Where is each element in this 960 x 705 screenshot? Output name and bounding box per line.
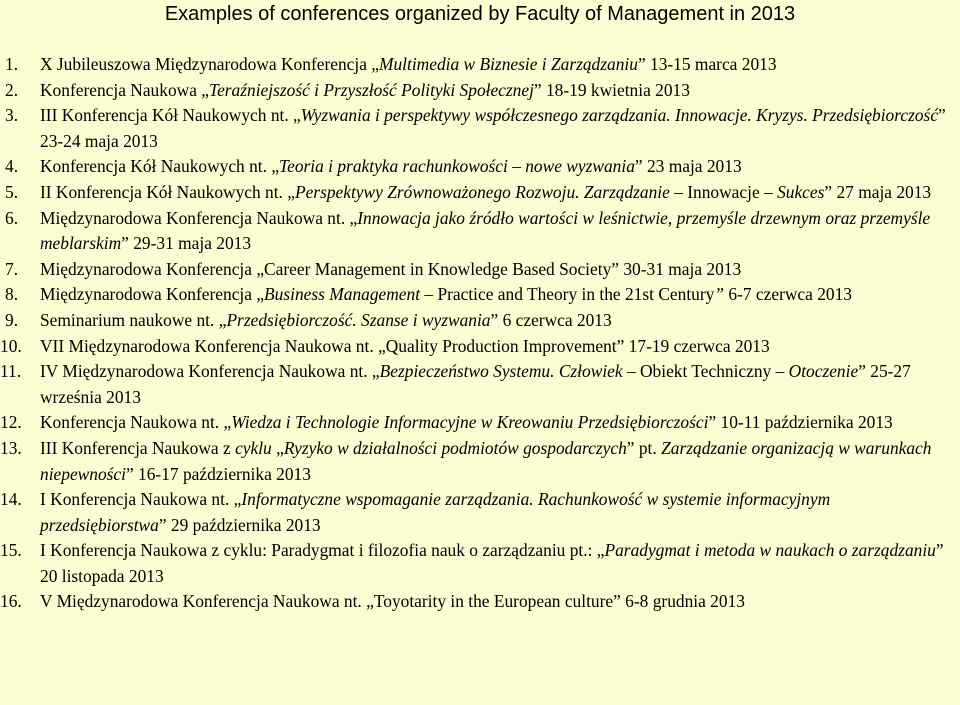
item-number: 5. [5, 181, 19, 202]
list-item [0, 487, 960, 538]
item-text-italic: ” [714, 284, 725, 305]
item-text: ” pt. [626, 437, 662, 458]
list-item [0, 206, 960, 257]
item-text: III Konferencja Kół Naukowych nt. „ [40, 105, 301, 126]
item-number: 9. [5, 309, 19, 330]
slide-title: Examples of conferences organized by Faculty of Management in 2013 [164, 3, 796, 25]
item-text-italic: Perspektywy Zrównoważonego Rozwoju. Zarządzanie [294, 181, 670, 202]
item-number: 15. [0, 540, 22, 561]
item-text: ” 10-11 października 2013 [708, 412, 893, 433]
item-text: ” 29-31 maja 2013 [121, 233, 252, 254]
item-text-italic: Business Management [264, 284, 421, 305]
item-text: Konferencja Naukowa nt. „ [40, 412, 232, 433]
list-item [0, 103, 960, 154]
item-text: Konferencja Kół Naukowych nt. „ [40, 156, 280, 177]
item-text: IV Międzynarodowa Konferencja Naukowa nt. „ [40, 361, 380, 382]
item-number: 11. [0, 361, 22, 382]
item-text: „ [271, 437, 284, 458]
item-text: VII Międzynarodowa Konferencja Naukowa nt. „Quality Production Improvement” 17-19 czerwca 2013 [40, 335, 770, 356]
item-number: 12. [0, 412, 22, 433]
item-text: Międzynarodowa Konferencja „Career Management in Knowledge Based Society” 30-31 maja 2013 [40, 258, 742, 279]
item-text-italic: Przedsiębiorczość. Szanse i wyzwania [226, 309, 491, 330]
item-text: I Konferencja Naukowa nt. „ [40, 489, 242, 510]
list-item [0, 308, 960, 334]
item-number: 2. [5, 79, 19, 100]
list-item [0, 52, 960, 78]
item-number: 14. [0, 489, 22, 510]
item-number: 3. [5, 105, 19, 126]
item-text-italic: cyklu [235, 437, 272, 458]
item-text: ” 18-19 kwietnia 2013 [533, 79, 690, 100]
item-text: II Konferencja Kół Naukowych nt. „ [40, 181, 295, 202]
item-text-italic: Ryzyko w działalności podmiotów gospodarczych [283, 437, 627, 458]
item-text-italic: Teoria i praktyka rachunkowości – nowe wyzwania [279, 156, 635, 177]
item-text: ” 27 maja 2013 [824, 181, 932, 202]
item-text: ” 13-15 marca 2013 [637, 54, 777, 74]
list-item [0, 180, 960, 206]
item-text: III Konferencja Naukowa z [40, 437, 236, 458]
item-text: – Practice and Theory in the 21st Century [420, 284, 715, 305]
item-text-italic: Innowacja jako źródło wartości w leśnictwie, przemyśle drzewnym oraz przemyśle meblarskim [40, 207, 931, 254]
item-text-italic: Zarządzanie organizacją w warunkach niepewności [40, 437, 932, 484]
list-item [0, 589, 960, 615]
item-text: – Innowacje – [669, 181, 778, 202]
item-text: Międzynarodowa Konferencja Naukowa nt. „ [40, 207, 358, 228]
item-text: V Międzynarodowa Konferencja Naukowa nt. „Toyotarity in the European culture” 6-8 grudnia 2013 [40, 591, 745, 612]
item-text: ” 20 listopada 2013 [40, 540, 944, 586]
item-text: ” 23-24 maja 2013 [40, 105, 946, 151]
list-item [0, 410, 960, 436]
item-text-italic: Multimedia w Biznesie i Zarządzaniu [379, 54, 638, 74]
item-number: 13. [0, 437, 22, 458]
list-item [0, 257, 960, 283]
item-number: 7. [5, 258, 19, 279]
conference-list [0, 52, 960, 615]
item-number: 16. [0, 591, 22, 612]
item-text: ” 25-27 września 2013 [40, 361, 911, 407]
item-text: X Jubileuszowa Międzynarodowa Konferencja „ [40, 54, 379, 74]
item-text-italic: Paradygmat i metoda w naukach o zarządzaniu [604, 540, 936, 561]
item-text: ” 23 maja 2013 [634, 156, 742, 177]
item-text: Konferencja Naukowa „ [40, 79, 209, 100]
item-text-italic: Informatyczne wspomaganie zarządzania. Rachunkowość w systemie informacyjnym przedsiębiorstwa [40, 489, 831, 535]
item-text-italic: Sukces [777, 181, 825, 202]
item-text-italic: Wyzwania i perspektywy współczesnego zarządzania. Innowacje. Kryzys. Przedsiębiorczość [300, 105, 939, 126]
item-text-italic: Bezpieczeństwo Systemu. Człowiek [379, 361, 623, 382]
item-text-italic: Wiedza i Technologie Informacyjne w Kreowaniu Przedsiębiorczości [231, 412, 709, 433]
item-number: 6. [5, 207, 19, 228]
list-item [0, 78, 960, 104]
item-number: 1. [5, 54, 19, 74]
item-text: ” 16-17 października 2013 [125, 463, 311, 484]
list-item [0, 334, 960, 360]
item-text: I Konferencja Naukowa z cyklu: Paradygmat i filozofia nauk o zarządzaniu pt.: „ [40, 540, 605, 561]
item-number: 4. [5, 156, 19, 177]
list-item [0, 538, 960, 589]
item-text: Seminarium naukowe nt. „ [40, 309, 227, 330]
item-text-italic: Teraźniejszość i Przyszłość Polityki Społecznej [209, 79, 534, 100]
item-text: ” 29 października 2013 [158, 514, 321, 535]
item-text: – Obiekt Techniczny – [622, 361, 789, 382]
item-text: Międzynarodowa Konferencja „ [40, 284, 265, 305]
list-item [0, 436, 960, 487]
list-item [0, 282, 960, 308]
item-text-italic: Otoczenie [788, 361, 859, 382]
item-number: 8. [5, 284, 19, 305]
item-text: ” 6 czerwca 2013 [490, 309, 612, 330]
list-item [0, 359, 960, 410]
list-item [0, 154, 960, 180]
item-number: 10. [0, 335, 22, 356]
item-text: 6-7 czerwca 2013 [724, 284, 852, 305]
